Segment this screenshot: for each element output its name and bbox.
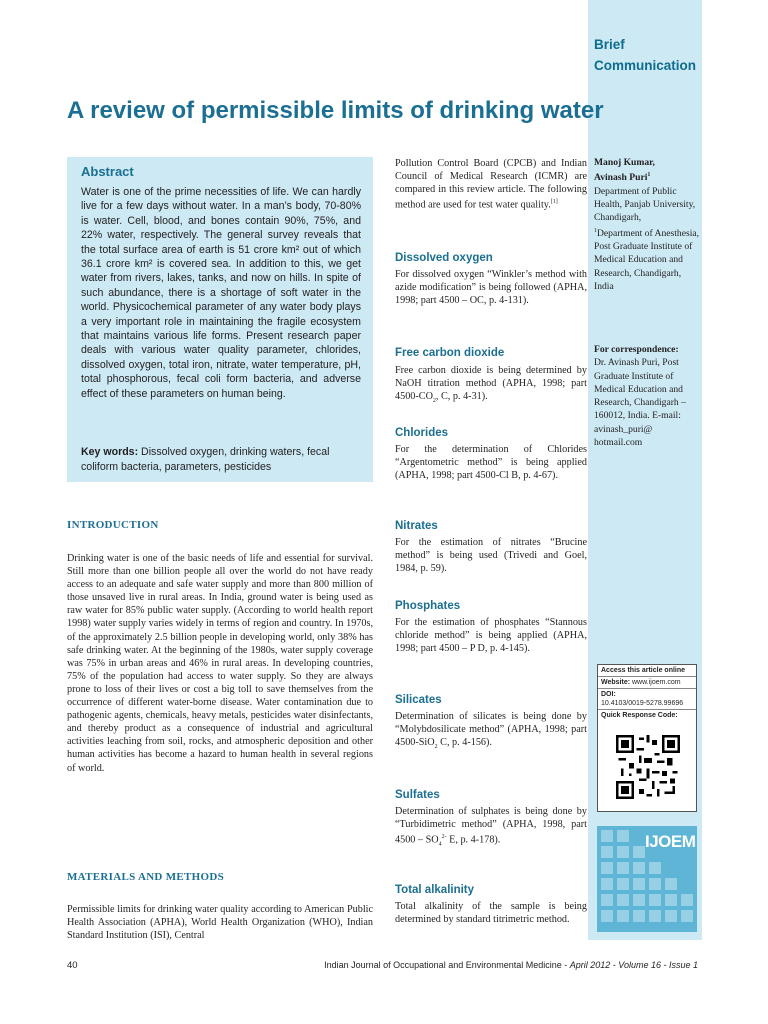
correspondence: For correspondence: Dr. Avinash Puri, Post Graduate Institute of Medical Education and Research, Chandigarh – 160012, India. E-mail: avinash_puri@ hotmail.com (594, 344, 686, 449)
dissolved-oxygen-heading: Dissolved oxygen (395, 252, 493, 264)
access-online-box: Access this article online Website: www.ijoem.com DOI: 10.4103/0019-5278.99696 Quick Response Code: (597, 664, 697, 812)
website-link[interactable]: www.ijoem.com (632, 679, 681, 686)
author-affiliations: Manoj Kumar, Avinash Puri$^1$ Department of Public Health, Panjab University, Chandigarh, $^1$Department of Anesthesia, Post Graduate Institute of Medical Education and Research, Chandigarh, India (594, 156, 702, 293)
abstract-text: Water is one of the prime necessities of life. We can hardly live for a few days without water. In a man’s body, 70-80% is water. Cell, blood, and bones contain 90%, 75%, and 22% water, respectively. The general survey reveals that the total surface area of earth is 51 crore km² out of which 36.1 crore km² is covered sea. In addition to this, we get water from rivers, lakes, tanks, and now on hills. In spite of such abundance, there is a shortage of soft water in the world. Physicochemical parameter of any water body plays a very important role in maintaining the fragile ecosystem that maintains various life forms. Present research paper deals with various water quality parameter, chlorides, dissolved oxygen, total iron, nitrate, water temperature, pH, total phosphorous, fecal coli form bacteria, and adverse effect of these parameters on human being. (81, 186, 361, 400)
introduction-text: Drinking water is one of the basic needs of life and essential for survival. Still more than one billion people all over the world do not have ready access to an adequate and safe water supply and more than 800 million of those unsaved live in rural areas. In India, ground water is being used as raw water for 85% public water supply. (According to world health report 1998) water supply varies widely in terms of region and country. In 1970s, of the approximately 2.5 billion people in developing world, only 38% has safe drinking water. At the beginning of the 1980s, water supply coverage was 75% in urban areas and 46% in rural areas. In developing countries, 75% of the population had access to water supply. So they are always prone to loss of their lives or cost a big toll to save themselves from the occurrence of different water-borne disease. Water contamination due to pathogenic agents, chemicals, heavy metals, pesticides water disinfectants, and thereby product as a consequence of industrial and agricultural activities leaching from soil, rocks, and atmospheric deposition and other human activities has become a hazard to human health in several regions of world. (67, 553, 373, 774)
dissolved-oxygen-text: For dissolved oxygen “Winkler’s method with azide modification” is being followed (APHA, 1998; part 4500 – OC, p. 4-131). (395, 269, 587, 307)
ijoem-logo: IJOEM (645, 832, 696, 851)
keywords: Key words: Dissolved oxygen, drinking waters, fecal coliform bacteria, parameters, pesticides (81, 446, 330, 473)
qr-code-icon[interactable] (616, 735, 680, 799)
page-number: 40 (67, 960, 78, 971)
chlorides-heading: Chlorides (395, 427, 449, 439)
nitrates-text: For the estimation of nitrates “Brucine method” is being used (Trivedi and Goel, 1984, p. 59). (395, 537, 587, 575)
free-carbon-dioxide-text: Free carbon dioxide is being determined by NaOH titration method (APHA, 1998; part $4500-CO_2$, C, p. 4-31). (395, 365, 587, 405)
nitrates-heading: Nitrates (395, 520, 438, 532)
abstract-heading: Abstract (81, 164, 134, 179)
article-type: Brief Communication (594, 37, 697, 73)
journal-footer: Indian Journal of Occupational and Environmental Medicine - April 2012 - Volume 16 - Issue 1 (324, 960, 698, 970)
sulfates-heading: Sulfates (395, 789, 440, 801)
phosphates-heading: Phosphates (395, 600, 461, 612)
abstract-box (67, 157, 373, 482)
introduction-heading: INTRODUCTION (67, 519, 159, 531)
free-carbon-dioxide-heading: Free carbon dioxide (395, 347, 505, 359)
total-alkalinity-heading: Total alkalinity (395, 884, 475, 896)
methods-continued: Pollution Control Board (CPCB) and Indian Council of Medical Research (ICMR) are compared in this review article. The following method are used for test water quality.[1] (395, 158, 587, 211)
silicates-text: Determination of silicates is being done by “Molybdosilicate method” (APHA, 1998; part 4500-SiO$_2$ C, p. 4-156). (395, 711, 587, 751)
author-names: Manoj Kumar, Avinash Puri$^1$ (594, 157, 655, 184)
methods-heading: MATERIALS AND METHODS (67, 871, 225, 883)
doi-link[interactable]: 10.4103/0019-5278.99696 (601, 700, 684, 707)
silicates-heading: Silicates (395, 694, 442, 706)
page-title: A review of permissible limits of drinking water (67, 97, 604, 124)
phosphates-text: For the estimation of phosphates “Stannous chloride method” is being applied (APHA, 1998; part 4500 – P D, p. 4-145). (395, 617, 587, 655)
methods-text: Permissible limits for drinking water quality according to American Public Health Association (APHA), World Health Organization (WHO), Indian Standard Institution (ISI), Central (67, 904, 373, 942)
total-alkalinity-text: Total alkalinity of the sample is being determined by standard titrimetric method. (395, 901, 587, 926)
sulfates-text: Determination of sulphates is being done by “Turbidimetric method” (APHA, 1998, part $4500 - SO_4^{2-}$ E, p. 4-178). (395, 806, 587, 848)
chlorides-text: For the determination of Chlorides “Argentometric method” is being applied (APHA, 1998; part 4500-Cl B, p. 4-67). (395, 444, 587, 482)
